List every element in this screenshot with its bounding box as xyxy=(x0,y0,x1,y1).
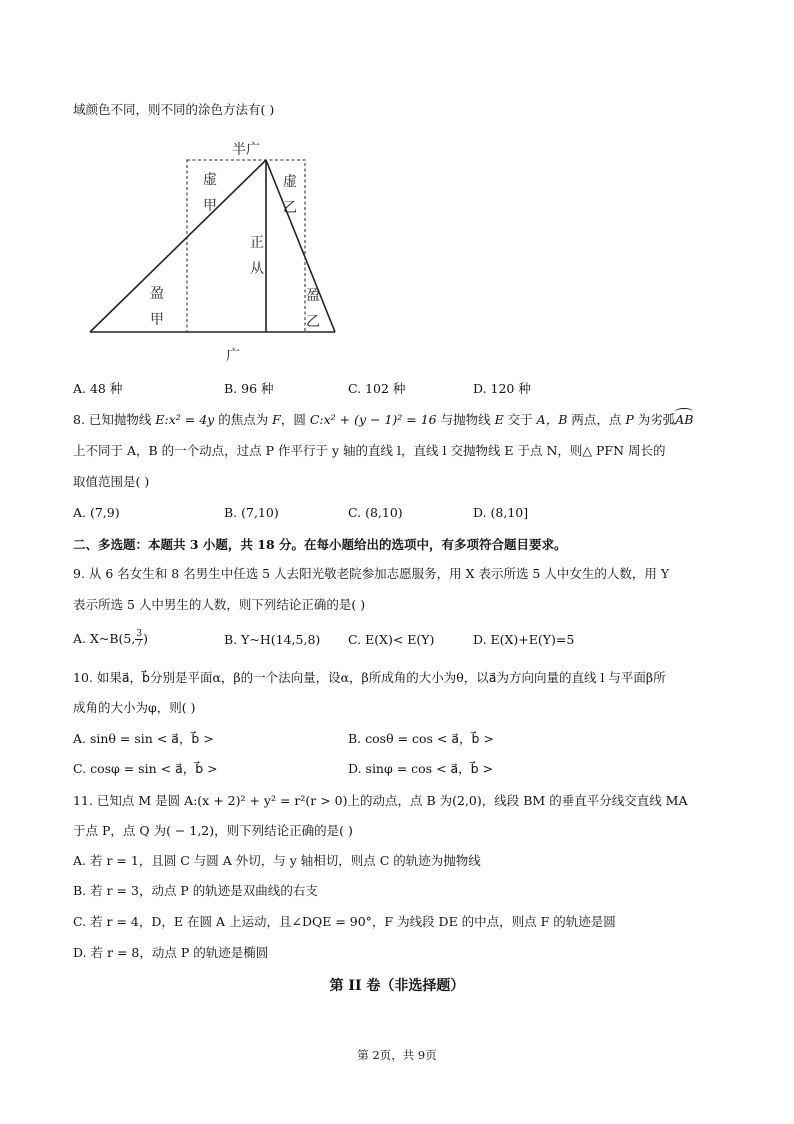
q8-line-3: 取值范围是( ) xyxy=(73,474,150,489)
q7-option-c: C. 102 种 xyxy=(348,381,406,396)
q9-option-d: D. E(X)+E(Y)=5 xyxy=(473,632,575,647)
part-two-title: 第 II 卷（非选择题） xyxy=(329,978,465,994)
fig-label-yingyi-1: 盈 xyxy=(306,288,320,304)
fig-label-bottom: 广 xyxy=(226,348,240,364)
fig-label-zhengcong-2: 从 xyxy=(250,261,264,277)
q9-option-b: B. Y~H(14,5,8) xyxy=(224,632,321,647)
fig-label-xuyi-2: 乙 xyxy=(283,200,297,216)
fig-label-yingjia-1: 盈 xyxy=(150,286,164,302)
q9-option-a: A. X~B(5, $\frac{3}{7}$ ) xyxy=(73,629,148,649)
arc-mark-icon xyxy=(675,408,693,415)
q11-option-d: D. 若 r = 8，动点 P 的轨迹是椭圆 xyxy=(73,945,269,960)
q7-option-d: D. 120 种 xyxy=(473,381,531,396)
q7-text: 域颜色不同，则不同的涂色方法有( ) xyxy=(73,102,275,117)
q11-option-a: A. 若 r = 1，且圆 C 与圆 A 外切，与 y 轴相切，则点 C 的轨迹为抛物线 xyxy=(73,853,481,868)
q10-line-1: 10. 如果a⃗，b⃗分别是平面α，β的一个法向量，设α，β所成角的大小为θ，以a⃗为方向向量的直线 l 与平面β所 xyxy=(73,670,666,685)
page-footer: 第 2页，共 9页 xyxy=(357,1048,437,1062)
q7-option-a: A. 48 种 xyxy=(73,381,123,396)
q8-line-1: 8. 已知抛物线 E:x² = 4y 的焦点为 F，圆 C:x² + (y − 1)² = 16 与抛物线 E 交于 A，B 两点，点 P 为劣弧 AB xyxy=(73,412,693,428)
q11-option-b: B. 若 r = 3，动点 P 的轨迹是双曲线的右支 xyxy=(73,883,318,898)
fig-label-yingjia-2: 甲 xyxy=(150,312,164,328)
q9-line-1: 9. 从 6 名女生和 8 名男生中任选 5 人去阳光敬老院参加志愿服务，用 X 表示所选 5 人中女生的人数，用 Y xyxy=(73,566,670,581)
fig-label-zhengcong-1: 正 xyxy=(250,235,264,251)
q8-option-d: D. (8,10] xyxy=(473,505,529,520)
fraction: $\frac{3}{7}$ xyxy=(136,629,143,649)
q9-line-2: 表示所选 5 人中男生的人数，则下列结论正确的是( ) xyxy=(73,597,366,612)
q11-line-2: 于点 P，点 Q 为( − 1,2)，则下列结论正确的是( ) xyxy=(73,823,353,838)
q8-option-c: C. (8,10) xyxy=(348,505,403,520)
q10-line-2: 成角的大小为φ，则( ) xyxy=(73,700,196,715)
q10-option-b: B. cosθ = cos < a⃗，b⃗ > xyxy=(348,731,494,746)
fig-label-top: 半广 xyxy=(232,142,260,158)
fig-label-yingyi-2: 乙 xyxy=(306,314,320,330)
q10-option-d: D. sinφ = cos < a⃗，b⃗ > xyxy=(348,761,494,776)
q7-option-b: B. 96 种 xyxy=(224,381,274,396)
arc-ab: AB xyxy=(675,412,693,428)
fig-label-xujia-1: 虚 xyxy=(203,172,217,188)
fig-label-xujia-2: 甲 xyxy=(203,198,217,214)
q8-option-a: A. (7,9) xyxy=(73,505,120,520)
section-heading-multiple-choice: 二、多选题：本题共 3 小题，共 18 分。在每小题给出的选项中，有多项符合题目要求。 xyxy=(73,537,567,552)
q11-option-c: C. 若 r = 4，D，E 在圆 A 上运动，且∠DQE = 90°，F 为线段 DE 的中点，则点 F 的轨迹是圆 xyxy=(73,914,616,929)
q10-option-c: C. cosφ = sin < a⃗，b⃗ > xyxy=(73,761,218,776)
q9-option-c: C. E(X)< E(Y) xyxy=(348,632,435,647)
fig-label-xuyi-1: 虚 xyxy=(283,174,297,190)
q8-line-2: 上不同于 A，B 的一个动点，过点 P 作平行于 y 轴的直线 l，直线 l 交抛物线 E 于点 N，则△ PFN 周长的 xyxy=(73,443,666,458)
q11-line-1: 11. 已知点 M 是圆 A:(x + 2)² + y² = r²(r > 0)上的动点，点 B 为(2,0)，线段 BM 的垂直平分线交直线 MA xyxy=(73,793,688,808)
q8-option-b: B. (7,10) xyxy=(224,505,279,520)
geometry-figure xyxy=(80,138,350,370)
q10-option-a: A. sinθ = sin < a⃗，b⃗ > xyxy=(73,731,214,746)
